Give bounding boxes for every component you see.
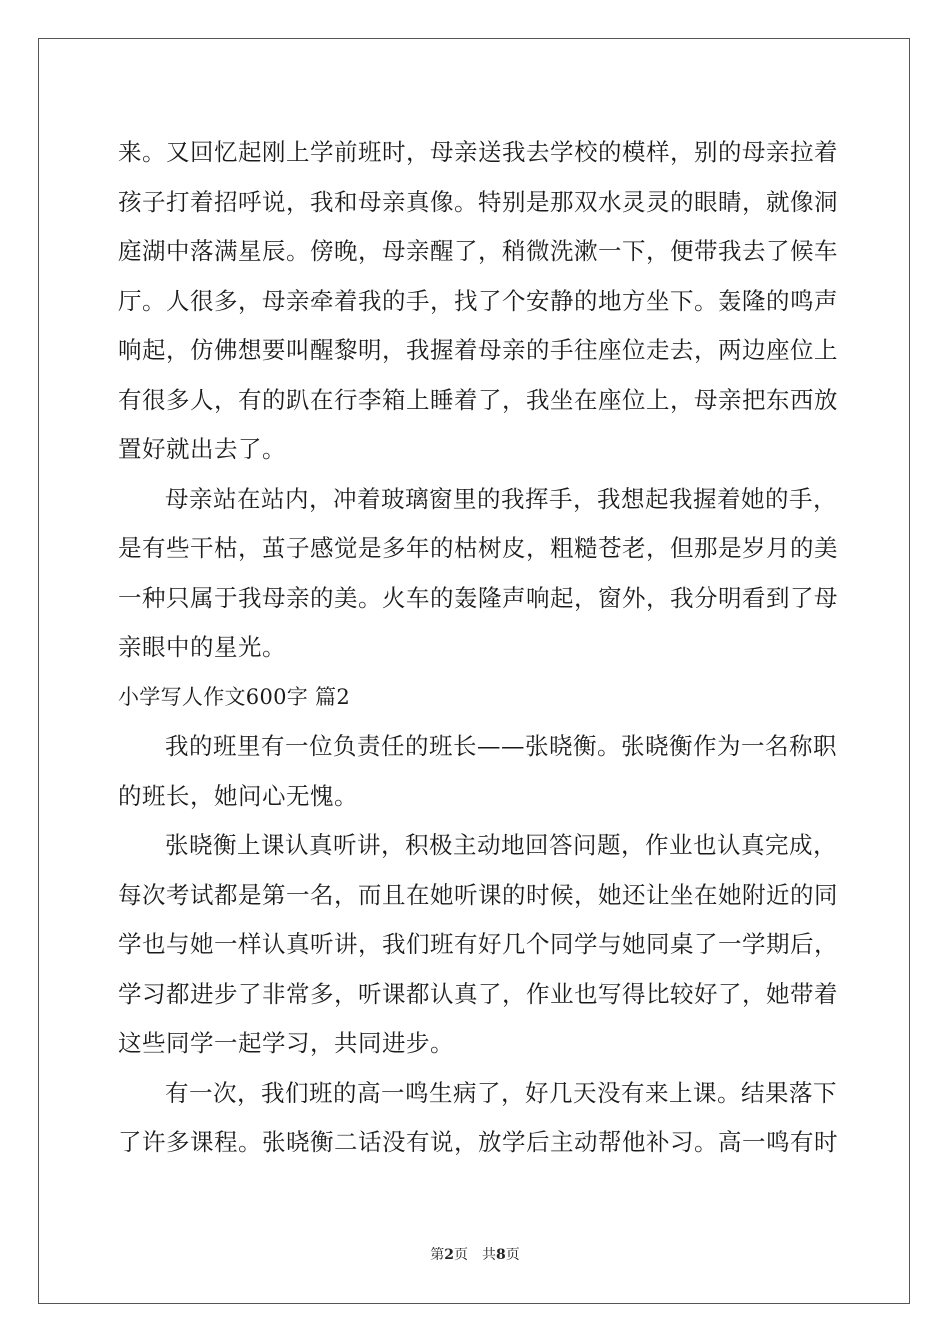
text-line: 一种只属于我母亲的美。火车的轰隆声响起，窗外，我分明看到了母 bbox=[118, 583, 838, 612]
text-line: 了许多课程。张晓衡二话没有说，放学后主动帮他补习。高一鸣有时 bbox=[118, 1128, 838, 1156]
total-pages-suffix: 页 bbox=[505, 1247, 520, 1263]
document-body bbox=[118, 128, 838, 1168]
text-line: 母亲站在站内，冲着玻璃窗里的我挥手，我想起我握着她的手， bbox=[165, 484, 837, 513]
section-heading: 小学写人作文600字 篇2 bbox=[118, 684, 351, 709]
text-line: 厅。人很多，母亲牵着我的手，找了个安静的地方坐下。轰隆的鸣声 bbox=[118, 286, 838, 315]
text-line: 亲眼中的星光。 bbox=[118, 633, 286, 661]
current-page-number: 2 bbox=[444, 1247, 454, 1263]
total-pages-prefix: 共 bbox=[482, 1247, 496, 1263]
text-line: 有很多人，有的趴在行李箱上睡着了，我坐在座位上，母亲把东西放 bbox=[118, 385, 838, 414]
text-line: 来。又回忆起刚上学前班时，母亲送我去学校的模样，别的母亲拉着 bbox=[118, 138, 838, 166]
text-line: 我的班里有一位负责任的班长——张晓衡。张晓衡作为一名称职 bbox=[165, 732, 837, 760]
text-line: 每次考试都是第一名，而且在她听课的时候，她还让坐在她附近的同 bbox=[118, 880, 838, 909]
text-line: 庭湖中落满星辰。傍晚，母亲醒了，稍微洗漱一下，便带我去了候车 bbox=[118, 237, 838, 265]
page-number-prefix: 第 bbox=[430, 1247, 445, 1263]
text-line: 孩子打着招呼说，我和母亲真像。特别是那双水灵灵的眼睛，就像洞 bbox=[118, 187, 838, 216]
text-line: 张晓衡上课认真听讲，积极主动地回答问题，作业也认真完成， bbox=[165, 831, 837, 859]
page-footer bbox=[0, 1244, 950, 1264]
text-line: 是有些干枯，茧子感觉是多年的枯树皮，粗糙苍老，但那是岁月的美 bbox=[118, 534, 838, 562]
text-line: 响起，仿佛想要叫醒黎明，我握着母亲的手往座位走去，两边座位上 bbox=[118, 336, 838, 364]
text-line: 置好就出去了。 bbox=[118, 435, 286, 463]
text-line: 有一次，我们班的高一鸣生病了，好几天没有来上课。结果落下 bbox=[165, 1078, 837, 1107]
text-line: 学习都进步了非常多，听课都认真了，作业也写得比较好了，她带着 bbox=[118, 979, 838, 1008]
total-pages-number: 8 bbox=[496, 1247, 506, 1263]
text-line: 的班长，她问心无愧。 bbox=[118, 781, 358, 810]
page-number-suffix: 页 bbox=[454, 1247, 468, 1263]
text-line: 这些同学一起学习，共同进步。 bbox=[118, 1029, 454, 1057]
text-line: 学也与她一样认真听讲，我们班有好几个同学与她同桌了一学期后， bbox=[118, 930, 838, 958]
